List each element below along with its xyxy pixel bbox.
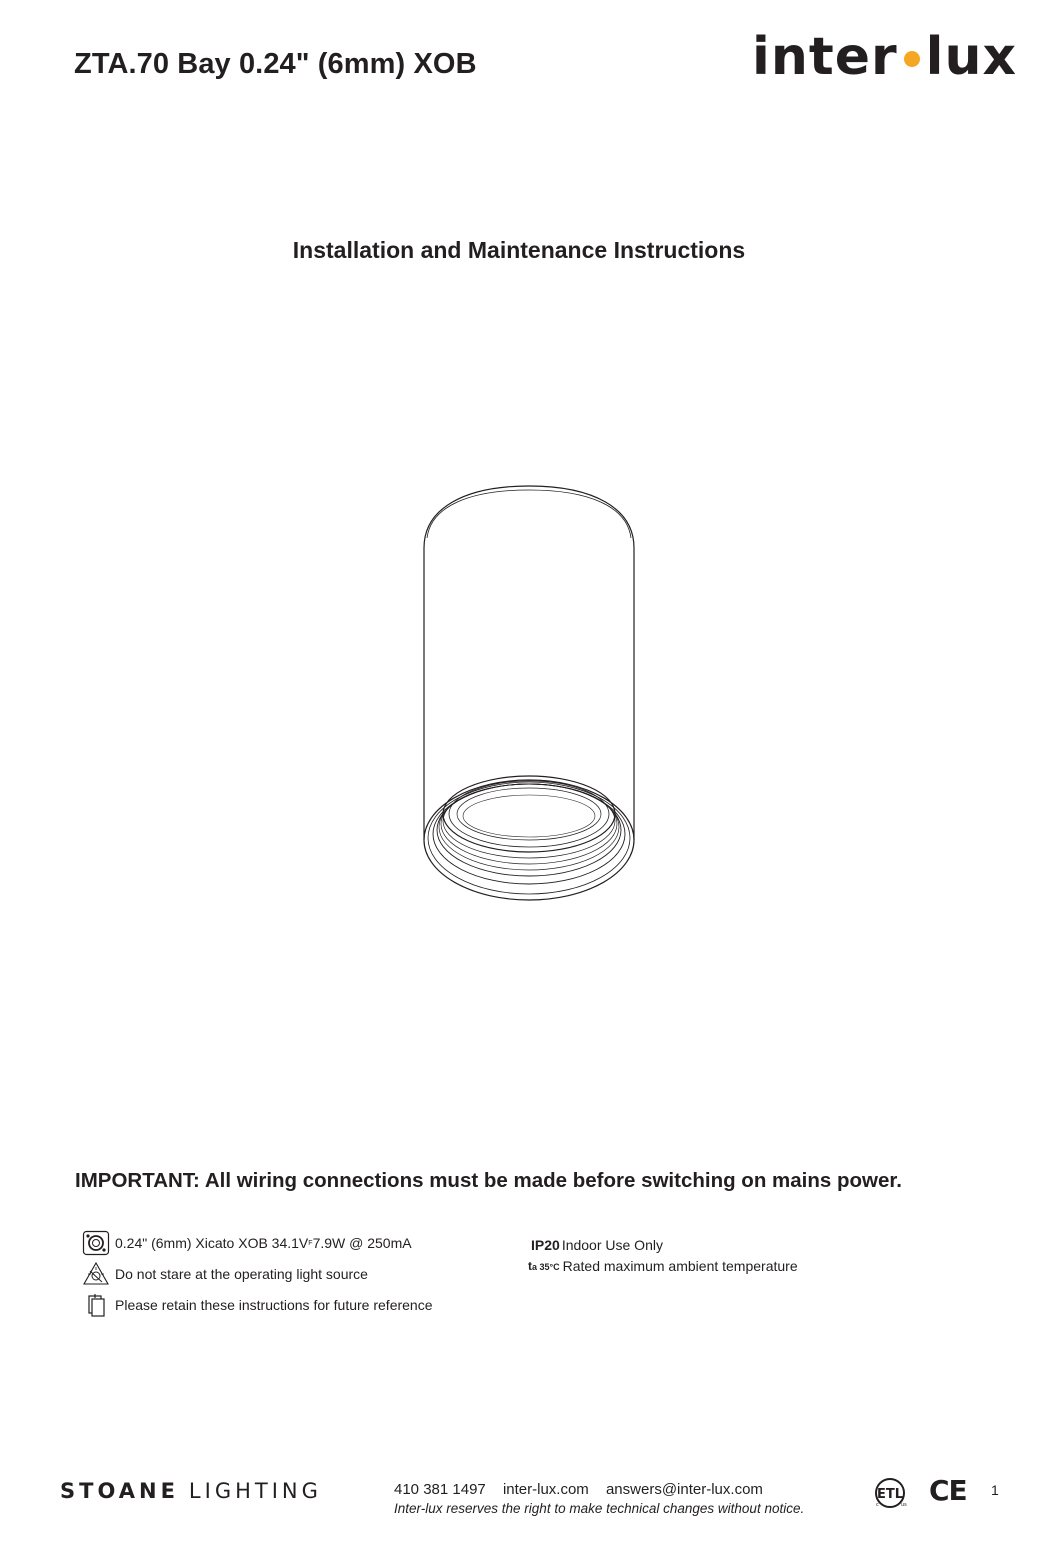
spec-ambient-temperature bbox=[528, 1256, 798, 1276]
important-wiring-notice: IMPORTANT: All wiring connections must be made before switching on mains power. bbox=[75, 1169, 902, 1192]
brand-light: LIGHTING bbox=[188, 1479, 322, 1503]
spec-led-text-after: 7.9W @ 250mA bbox=[312, 1235, 412, 1251]
spec-ambient-text: Rated maximum ambient temperature bbox=[562, 1258, 798, 1274]
stoane-lighting-logo bbox=[60, 1479, 322, 1503]
phone-number: 410 381 1497 bbox=[394, 1481, 486, 1498]
spec-led-text: 0.24" (6mm) Xicato XOB 34.1V bbox=[115, 1235, 309, 1251]
led-module-icon bbox=[82, 1230, 110, 1256]
logo-text-left: inter bbox=[752, 27, 898, 87]
email-link[interactable]: answers@inter-lux.com bbox=[605, 1481, 763, 1498]
logo-dot-icon bbox=[904, 51, 920, 67]
spec-led-module bbox=[82, 1230, 412, 1256]
no-stare-icon bbox=[82, 1261, 110, 1287]
etl-listed-icon bbox=[873, 1476, 909, 1510]
spec-no-stare-text: Do not stare at the operating light source bbox=[115, 1266, 368, 1282]
logo-text-right: lux bbox=[925, 27, 1018, 87]
spec-no-stare bbox=[82, 1261, 368, 1287]
ambient-temperature-badge: ta 35°C bbox=[528, 1259, 560, 1273]
disclaimer: Inter-lux reserves the right to make technical changes without notice. bbox=[394, 1501, 805, 1516]
document-heading: Installation and Maintenance Instructions bbox=[292, 237, 746, 263]
ip20-badge: IP20 bbox=[531, 1237, 560, 1253]
spec-retain-instructions bbox=[82, 1292, 433, 1318]
retain-instructions-icon bbox=[82, 1292, 110, 1318]
product-title: ZTA.70 Bay 0.24" (6mm) XOB bbox=[74, 48, 477, 80]
ce-mark-icon: CE bbox=[929, 1474, 967, 1507]
spec-led-subscript: F bbox=[308, 1239, 313, 1247]
spec-ip-rating bbox=[528, 1235, 663, 1255]
svg-text:c: c bbox=[876, 1502, 879, 1508]
product-drawing bbox=[415, 478, 643, 908]
brand-bold: STOANE bbox=[60, 1479, 179, 1503]
spec-ip-text: Indoor Use Only bbox=[561, 1237, 663, 1253]
svg-text:us: us bbox=[901, 1502, 907, 1508]
svg-text:ETL: ETL bbox=[876, 1487, 904, 1502]
spec-retain-text: Please retain these instructions for future reference bbox=[115, 1297, 433, 1313]
website-link[interactable]: inter-lux.com bbox=[502, 1481, 589, 1498]
contact-info bbox=[394, 1481, 776, 1498]
page-number: 1 bbox=[991, 1482, 999, 1498]
inter-lux-logo bbox=[752, 24, 1017, 90]
